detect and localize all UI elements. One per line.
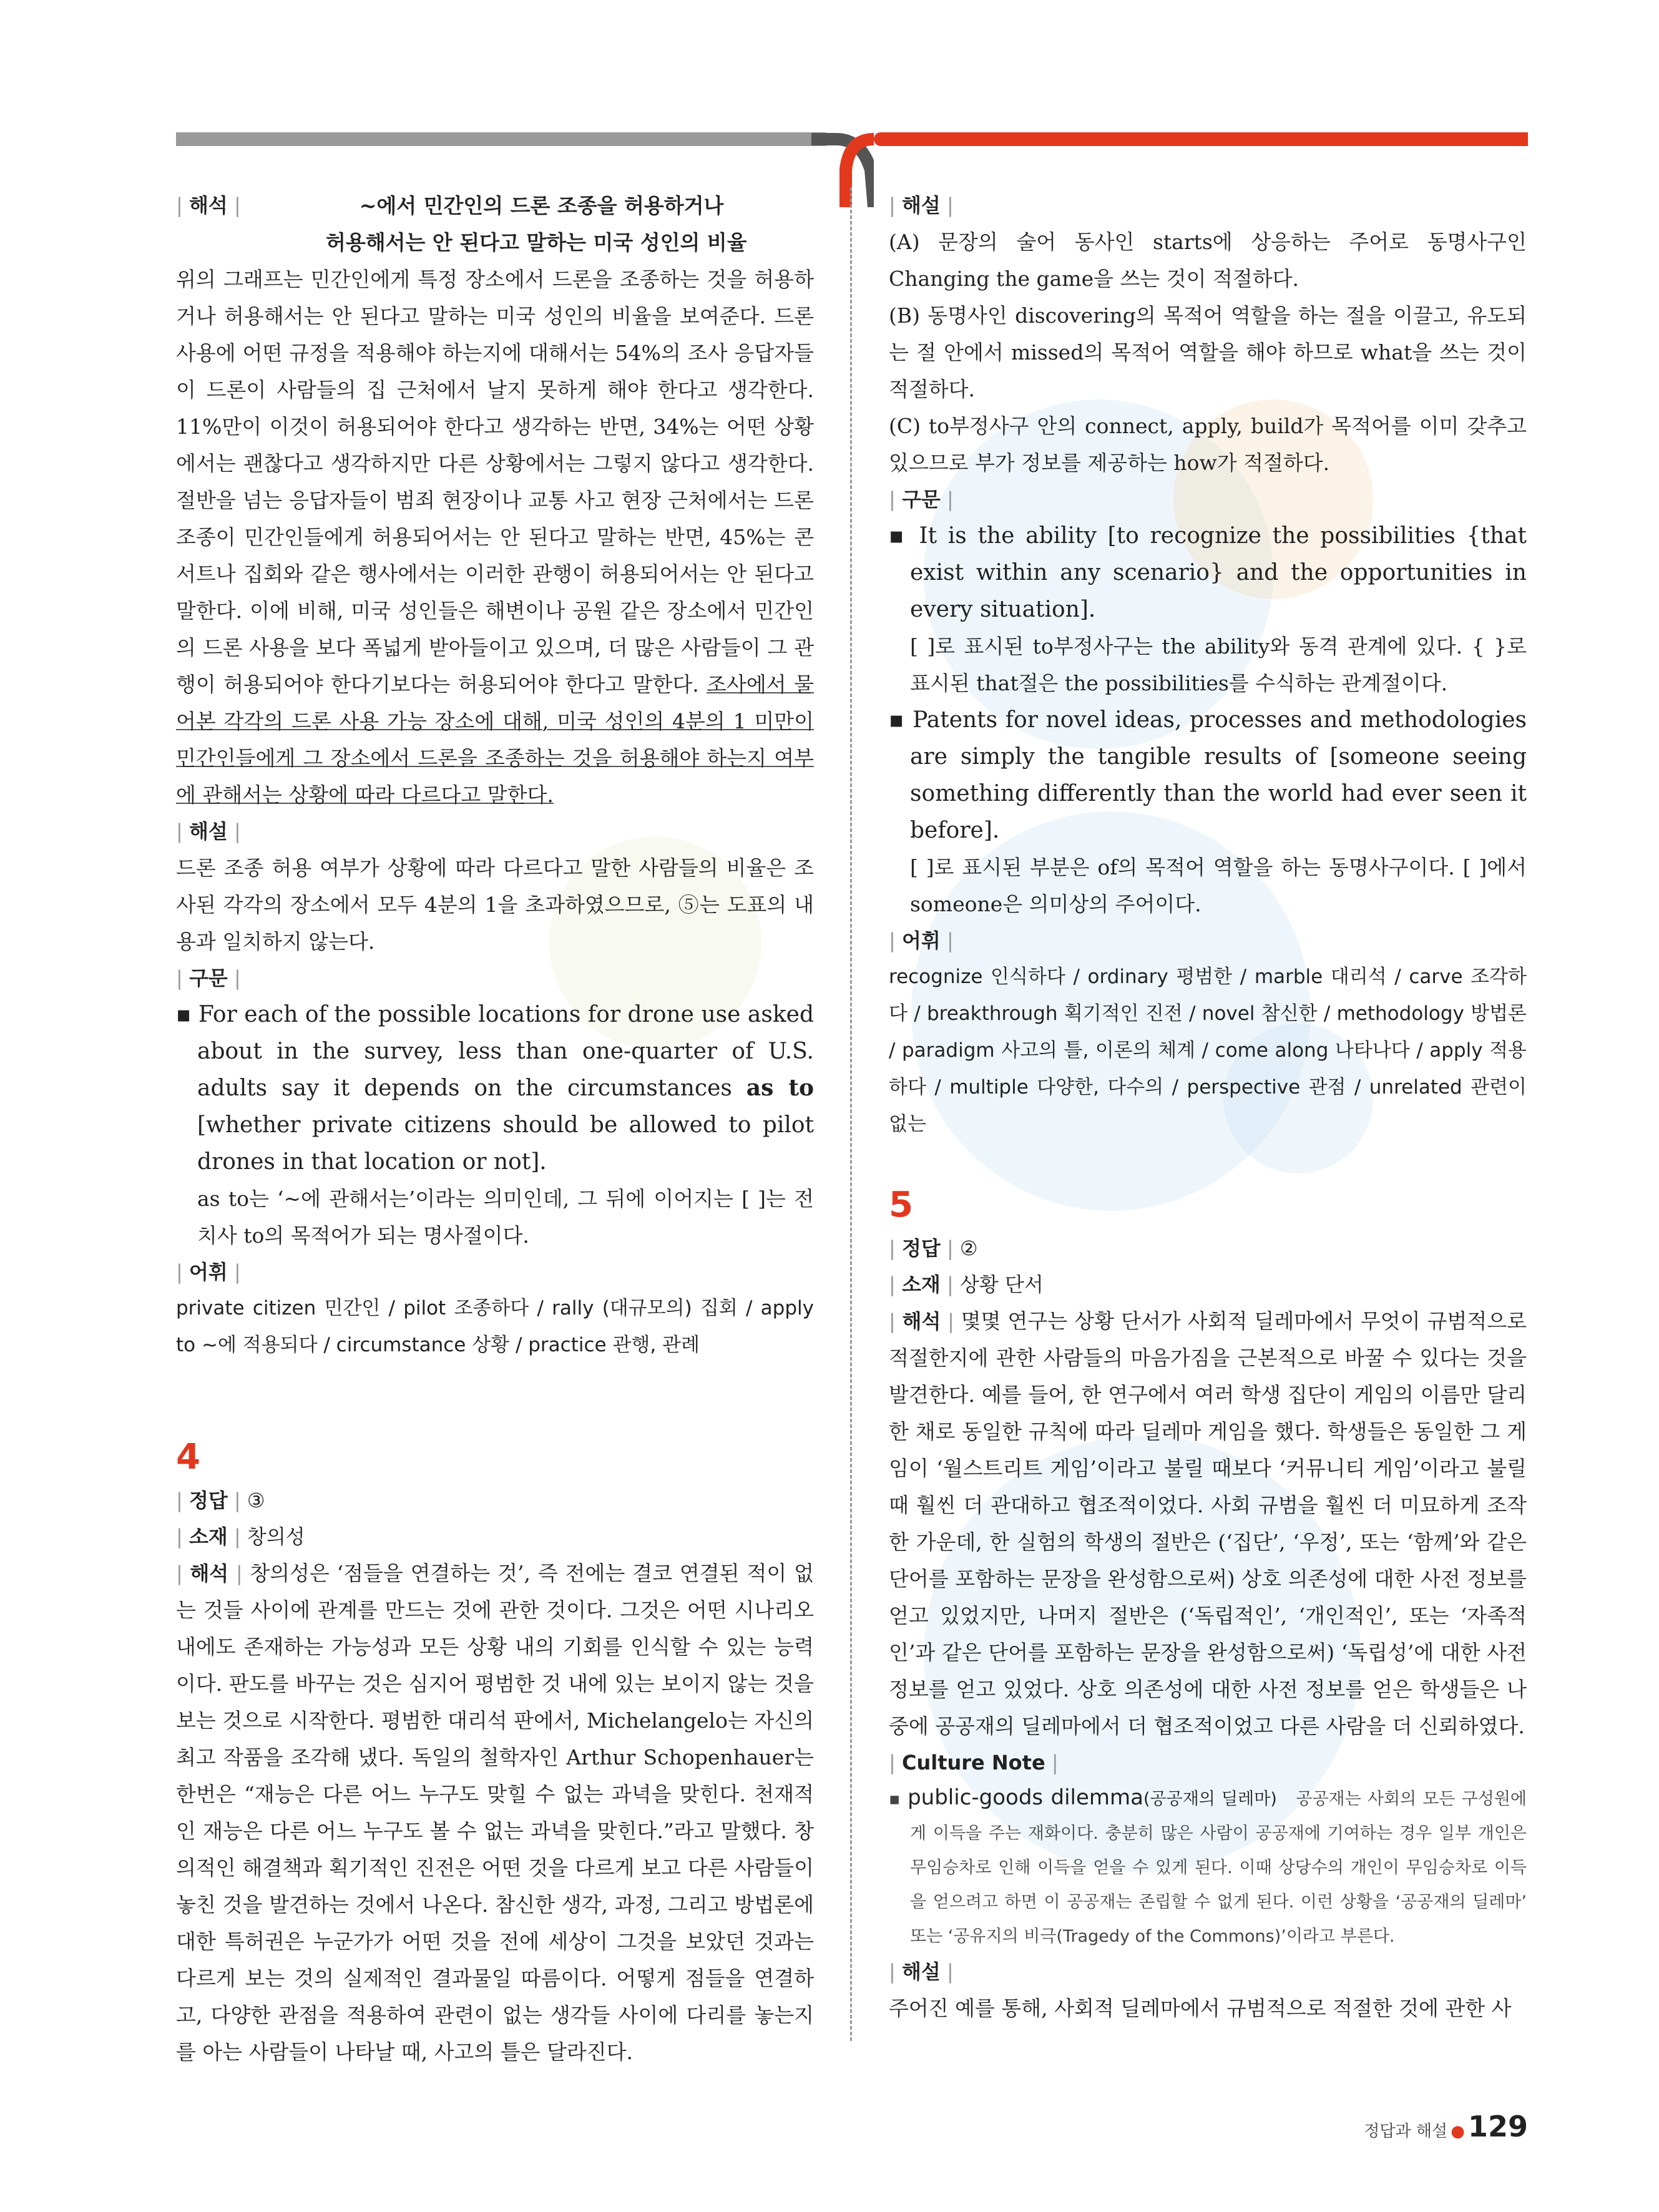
top-bar-red — [874, 132, 1528, 146]
top-bar-grey — [176, 132, 831, 146]
gumun-note-2: [ ]로 표시된 부분은 of의 목적어 역할을 하는 동명사구이다. [ ]에서 someone은 의미상의 주어이다. — [910, 855, 1527, 916]
gumun-bullet-2: ▪ Patents for novel ideas, processes and methodologies are simply the tangible results of [someone seeing something differently than the world had ever seen it before]. — [889, 707, 1527, 843]
haeseol-text: 드론 조종 허용 여부가 상황에 따라 다르다고 말한 사람들의 비율은 조사된 각각의 장소에서 모두 4분의 1을 초과하였으므로, ⑤는 도표의 내용과 일치하지 않는다. — [176, 856, 814, 954]
haeseol-a: (A) 문장의 술어 동사인 starts에 상응하는 주어로 동명사구인 Changing the game을 쓰는 것이 적절하다. — [889, 230, 1527, 291]
answer-row-5: | 정답 | ② — [889, 1236, 978, 1260]
section-label-gumun-right: | 구문 | — [889, 487, 954, 511]
section-label-gumun: | 구문 | — [176, 966, 241, 990]
footer-dot-icon: ● — [1451, 2122, 1465, 2141]
translation-paragraph — [176, 261, 814, 813]
gumun-note: as to는 ‘~에 관해서는’이라는 의미인데, 그 뒤에 이어지는 [ ]는 전치사 to의 목적어가 되는 명사절이다. — [197, 1187, 814, 1248]
topic-value-5: 상황 단서 — [959, 1273, 1044, 1296]
section-number-4: 4 — [176, 1437, 200, 1477]
underlined-sentence: 조사에서 물어본 각각의 드론 사용 가능 장소에 대해, 미국 성인의 4분의 1 미만이 민간인들에게 그 장소에서 드론을 조종하는 것을 허용해야 하는지 여부에 관해서는 상황에 따라 다르다고 말한다. — [176, 672, 814, 807]
answer-row-4: | 정답 | ③ — [176, 1489, 265, 1512]
gumun-note-1: [ ]로 표시된 to부정사구는 the ability와 동격 관계에 있다. { }로 표시된 that절은 the possibilities를 수식하는 관계절이다. — [910, 634, 1527, 695]
culture-note-text: ▪ public-goods dilemma(공공재의 딜레마) 공공재는 사회의 모든 구성원에게 이득을 주는 재화이다. 충분히 많은 사람이 공공재에 기여하는 경우 일부 개인은 무임승차로 인해 이득을 얻을 수 있게 된다. 이때 상당수의 개인이 무임승차로 이득을 얻으려고 하면 이 공공재는 존립할 수 없게 된다. 이런 상황을 ‘공공재의 딜레마’ 또는 ‘공유지의 비극(Tragedy of the Commons)’이라고 부른다. — [889, 1785, 1527, 1946]
translation-text: 위의 그래프는 민간인에게 특정 장소에서 드론을 조종하는 것을 허용하거나 허용해서는 안 된다고 말하는 미국 성인의 비율을 보여준다. 드론 사용에 어떤 규정을 적용해야 하는지에 대해서는 54%의 조사 응답자들이 드론이 사람들의 집 근처에서 날지 못하게 해야 한다고 생각한다. 11%만이 이것이 허용되어야 한다고 생각하는 반면, 34%는 어떤 상황에서는 괜찮다고 생각하지만 다른 상황에서는 그렇지 않다고 생각한다. 절반을 넘는 응답자들이 범죄 현장이나 교통 사고 현장 근처에서는 드론 조종이 민간인들에게 허용되어서는 안 된다고 말하는 반면, 45%는 콘서트나 집회와 같은 행사에서는 이러한 관행이 허용되어서는 안 된다고 말한다. 이에 비해, 미국 성인들은 해변이나 공원 같은 장소에서 민간인의 드론 사용을 보다 폭넓게 받아들이고 있으며, 더 많은 사람들이 그 관행이 허용되어야 한다기보다는 허용되어야 한다고 말한다. — [176, 267, 814, 697]
header-hook-decoration — [811, 132, 874, 207]
final-haeseol-text: 주어진 예를 통해, 사회적 딜레마에서 규범적으로 적절한 것에 관한 사 — [889, 1996, 1512, 2020]
eohwi-text: private citizen 민간인 / pilot 조종하다 / rally (대규모의) 집회 / apply to ~에 적용되다 / circumstance 상황 / practice 관행, 관례 — [176, 1297, 814, 1356]
section-label-eohwi-right: | 어휘 | — [889, 929, 954, 952]
translation-title-line2: 허용해서는 안 된다고 말하는 미국 성인의 비율 — [326, 230, 747, 255]
section-label-eohwi: | 어휘 | — [176, 1260, 241, 1284]
culture-note-label: | Culture Note | — [889, 1751, 1059, 1774]
section-label-haeseol: | 해설 | — [176, 820, 241, 843]
right-column — [889, 187, 1527, 2027]
section-number-5: 5 — [889, 1185, 913, 1225]
topic-row-4: | 소재 | 창의성 — [176, 1525, 305, 1549]
topic-value-4: 창의성 — [247, 1525, 305, 1549]
sec5-translation: | 해석 | 몇몇 연구는 상황 단서가 사회적 딜레마에서 무엇이 규범적으로 적절한지에 관한 사람들의 마음가짐을 근본적으로 바꿀 수 있다는 것을 발견한다. 예를 들어, 한 연구에서 여러 학생 집단이 게임의 이름만 달리한 채로 동일한 규칙에 따라 딜레마 게임을 했다. 학생들은 동일한 그 게임이 ‘월스트리트 게임’이라고 불릴 때보다 ‘커뮤니티 게임’이라고 불릴 때 훨씬 더 관대하고 협조적이었다. 사회 규범을 훨씬 더 미묘하게 조작한 가운데, 한 실험의 학생의 절반은 (‘집단’, ‘우정’, 또는 ‘함께’와 같은 단어를 포함하는 문장을 완성함으로써) 상호 의존성에 대한 사전 정보를 얻고 있었지만, 나머지 절반은 (‘독립적인’, ‘개인적인’, 또는 ‘자족적인’과 같은 단어를 포함하는 문장을 완성함으로써) ‘독립성’에 대한 사전 정보를 얻고 있었다. 상호 의존성에 대한 사전 정보를 얻은 학생들은 나중에 공공재의 딜레마에서 더 협조적이었고 다른 사람을 더 신뢰하였다. — [889, 1309, 1527, 1738]
haeseol-c: (C) to부정사구 안의 connect, apply, build가 목적어를 이미 갖추고 있으므로 부가 정보를 제공하는 how가 적절하다. — [889, 414, 1527, 475]
page-number: 129 — [1467, 2110, 1528, 2143]
answer-value-4: ③ — [247, 1489, 265, 1512]
page-footer — [1364, 2110, 1528, 2143]
translation-title-line1: ~에서 민간인의 드론 조종을 허용하거나 — [359, 193, 724, 218]
column-divider — [850, 187, 852, 2041]
haeseok-header — [176, 187, 814, 224]
footer-label: 정답과 해설 — [1364, 2122, 1448, 2141]
answer-value-5: ② — [959, 1236, 978, 1260]
topic-row-5: | 소재 | 상황 단서 — [889, 1273, 1044, 1296]
left-column — [176, 187, 814, 2070]
gumun-bullet: ▪ For each of the possible locations for drone use asked about in the survey, less than one-quarter of U.S. adults say it depends on the circumstances as to [whether private citizens should be allowed to pilot drones in that location or not]. — [176, 1002, 814, 1175]
section-label-final-haeseol: | 해설 | — [889, 1960, 954, 1984]
section-label-haeseok: | 해석 | — [176, 193, 241, 217]
eohwi-text-right: recognize 인식하다 / ordinary 평범한 / marble 대리석 / carve 조각하다 / breakthrough 획기적인 진전 / novel 참신한 / methodology 방법론 / paradigm 사고의 틀, 이론의 체계 / come along 나타나다 / apply 적용하다 / multiple 다양한, 다수의 / perspective 관점 / unrelated 관련이 없는 — [889, 966, 1527, 1135]
sec4-translation: | 해석 | 창의성은 ‘점들을 연결하는 것’, 즉 전에는 결코 연결된 적이 없는 것들 사이에 관계를 만드는 것에 관한 것이다. 그것은 어떤 시나리오 내에도 존재하는 가능성과 모든 상황 내의 기회를 인식할 수 있는 능력이다. 판도를 바꾸는 것은 심지어 평범한 것 내에 있는 보이지 않는 것을 보는 것으로 시작한다. 평범한 대리석 판에서, Michelangelo는 자신의 최고 작품을 조각해 냈다. 독일의 철학자인 Arthur Schopenhauer는 한번은 “재능은 다른 어느 누구도 맞힐 수 없는 과녁을 맞힌다. 천재적인 재능은 다른 어느 누구도 볼 수 없는 과녁을 맞힌다.”라고 말했다. 창의적인 해결책과 획기적인 진전은 어떤 것을 다르게 보고 다른 사람들이 놓친 것을 발견하는 것에서 나온다. 참신한 생각, 과정, 그리고 방법론에 대한 특허권은 누군가가 어떤 것을 전에 세상이 그것을 보았던 것과는 다르게 보는 것의 실제적인 결과물일 따름이다. 어떻게 점들을 연결하고, 다양한 관점을 적용하여 관련이 없는 생각들 사이에 다리를 놓는지를 아는 사람들이 나타날 때, 사고의 틀은 달라진다. — [176, 1561, 815, 2064]
gumun-bullet-1: ▪ It is the ability [to recognize the possibilities {that exist within any scenario} and the opportunities in every situation]. — [889, 523, 1527, 622]
section-label-haeseol-right: | 해설 | — [889, 193, 954, 217]
haeseol-b: (B) 동명사인 discovering의 목적어 역할을 하는 절을 이끌고, 유도되는 절 안에서 missed의 목적어 역할을 해야 하므로 what을 쓰는 것이 적절하다. — [889, 303, 1527, 401]
